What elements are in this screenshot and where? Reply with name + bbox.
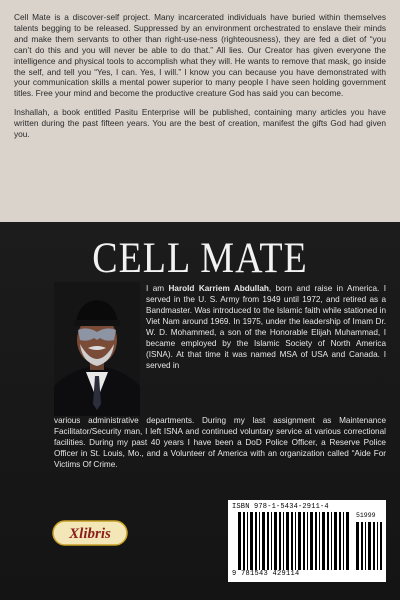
price-barcode-bars: [356, 522, 382, 570]
publisher-logo: [52, 520, 128, 546]
barcode-bars: [238, 512, 350, 570]
author-name: Harold Karriem Abdullah: [168, 284, 269, 293]
back-cover-blurb: [0, 0, 400, 222]
price-code: 51999: [356, 512, 376, 519]
bio-text-2: various administrative departments. During my last assignment as Maintenance Facilitator/Security man, I left ISNA and continued voluntary service at various correctional facilities. During my past 40 years I have been a DoD Police Officer, a Reserve Police Officer in St. Louis, Mo., and a Volunteer of America with an organization called “Aide For Victims Of Crime.: [54, 416, 386, 469]
isbn-barcode: [228, 500, 386, 582]
xlibris-logo-icon: [52, 520, 128, 546]
author-bio-top: [146, 283, 386, 371]
author-bio-continued: [54, 415, 386, 470]
book-title: CELL MATE: [92, 233, 308, 283]
publisher-name: Xlibris: [69, 526, 111, 542]
blurb-paragraph-2: Inshallah, a book entitled Pasitu Enterprise will be published, containing many articles you have written during the past fifteen years. You are the best of creation, manifest the gifts God had given you.: [14, 107, 386, 140]
bio-text-1: , born and raise in America. I served in the U. S. Army from 1949 until 1972, and retired as a Bandmaster. Was introduced to the Islamic faith while stationed in Viet Nam around 1969. In 1975, under the leadership of Imam Dr. W. D. Mohammed, a son of the Honorable Elijah Muhammad, I became employed by the Islamic Society of North America (ISNA). At that time it was named MSA of USA and Canada. I served in: [146, 284, 386, 370]
isbn-number: ISBN 978-1-5434-2911-4: [232, 503, 329, 511]
author-portrait-illustration: [54, 282, 140, 416]
author-photo: [54, 282, 140, 416]
bio-intro: I am: [146, 284, 169, 293]
ean-digits: 9 781543 429114: [232, 570, 300, 578]
blurb-paragraph-1: Cell Mate is a discover-self project. Many incarcerated individuals have buried within themselves talents begging to be released. Suppressed by an environment orchestrated to enslave their minds and make them servants to other than right-use-ness (righteousness), they are fed a diet of “you can’t do this and you will never be able to do that.” All lies. Our Creator has given everyone the intelligence and physical tools to accomplish what they will. He wants to remove that mask, go inside the self, and tell you “Yes, I can. Yes, I will.” I know you can because you have demonstrated with your communication skills a mental power superior to many people I have seen holding government titles. Free your mind and become the productive creature God has said you can become.: [14, 12, 386, 99]
